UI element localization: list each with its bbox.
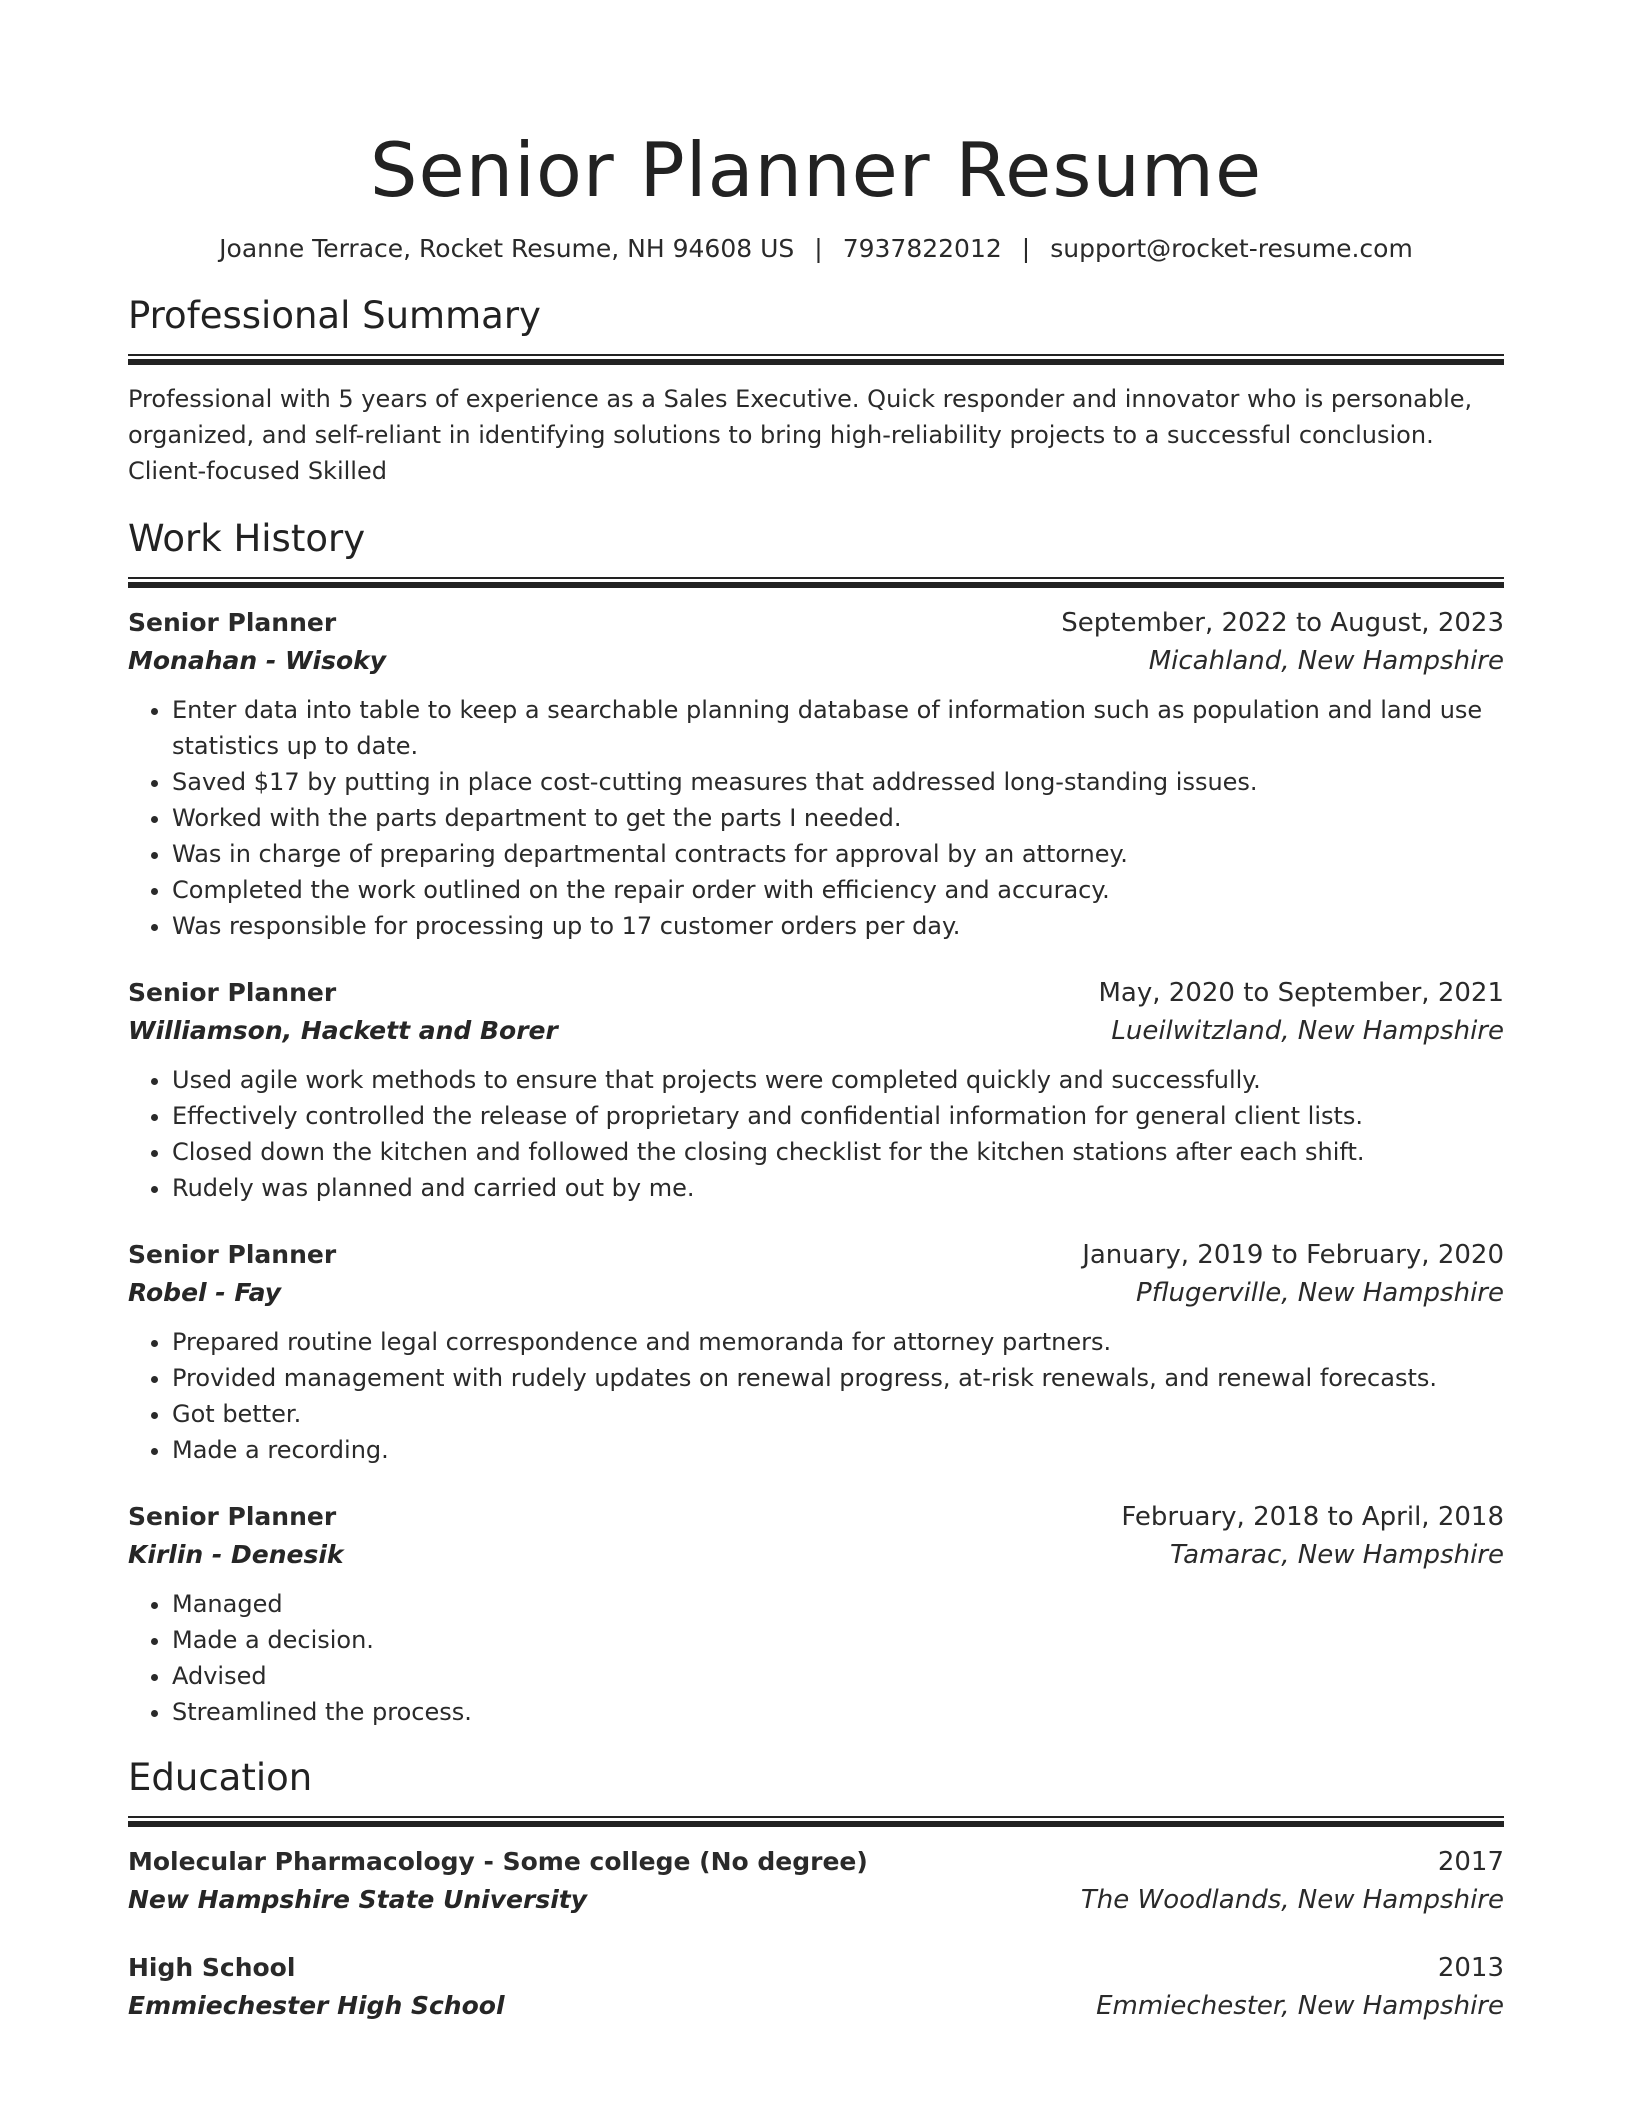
job-bullets	[128, 1062, 1504, 1206]
job-location: Tamarac, New Hampshire	[1169, 1540, 1504, 1570]
job-bullet: • Provided management with rudely updates on renewal progress, at-risk renewals, and renewal forecasts.	[172, 1360, 1504, 1396]
summary-text: Professional with 5 years of experience as a Sales Executive. Quick responder and innovator who is personable, organized, and self-reliant in identifying solutions to bring high-reliability projects to a successful conclusion. Client-focused Skilled	[128, 385, 1473, 485]
job-bullet: • Streamlined the process.	[172, 1694, 1504, 1730]
education-entry	[128, 1949, 1504, 2025]
job-title: Senior Planner	[128, 1502, 337, 1531]
job-company: Williamson, Hackett and Borer	[128, 1016, 558, 1045]
education-degree: High School	[128, 1953, 296, 1982]
education-section	[128, 1754, 1504, 2025]
job-dates: September, 2022 to August, 2023	[1061, 608, 1504, 638]
job-bullet: • Rudely was planned and carried out by me.	[172, 1170, 1504, 1206]
education-degree: Molecular Pharmacology - Some college (No degree)	[128, 1847, 868, 1876]
job-header-row	[128, 974, 1504, 1012]
job-bullets	[128, 692, 1504, 944]
job-bullet: • Advised	[172, 1658, 1504, 1694]
education-school: New Hampshire State University	[128, 1885, 588, 1914]
address: Joanne Terrace, Rocket Resume, NH 94608 US	[219, 234, 795, 263]
job-company: Monahan - Wisoky	[128, 646, 387, 675]
job-company: Kirlin - Denesik	[128, 1540, 344, 1569]
contact-line	[128, 232, 1504, 266]
job-bullet: • Got better.	[172, 1396, 1504, 1432]
job-bullet: • Worked with the parts department to get the parts I needed.	[172, 800, 1504, 836]
job-bullet: • Made a decision.	[172, 1622, 1504, 1658]
job-company: Robel - Fay	[128, 1278, 281, 1307]
contact-separator: |	[814, 234, 823, 263]
job-dates: May, 2020 to September, 2021	[1098, 978, 1504, 1008]
job-company-row	[128, 1536, 1504, 1574]
section-title-education: Education	[128, 1756, 313, 1799]
contact-separator: |	[1021, 234, 1031, 263]
section-title-summary: Professional Summary	[128, 294, 541, 337]
education-header-row	[128, 1843, 1504, 1881]
education-header-row	[128, 1949, 1504, 1987]
job-bullet: • Managed	[172, 1586, 1504, 1622]
job-title: Senior Planner	[128, 978, 337, 1007]
job-location: Lueilwitzland, New Hampshire	[1111, 1016, 1504, 1046]
section-divider	[128, 1816, 1504, 1827]
job-header-row	[128, 604, 1504, 642]
job-bullet: • Was responsible for processing up to 17 customer orders per day.	[172, 908, 1504, 944]
job-entry	[128, 974, 1504, 1206]
phone: 7937822012	[842, 234, 1002, 263]
job-entry	[128, 1236, 1504, 1468]
education-location: The Woodlands, New Hampshire	[1080, 1885, 1504, 1915]
job-location: Micahland, New Hampshire	[1148, 646, 1504, 676]
job-bullets	[128, 1586, 1504, 1730]
job-bullet: • Prepared routine legal correspondence and memoranda for attorney partners.	[172, 1324, 1504, 1360]
job-company-row	[128, 642, 1504, 680]
summary-section	[128, 292, 1504, 489]
education-location: Emmiechester, New Hampshire	[1096, 1991, 1504, 2021]
education-entry	[128, 1843, 1504, 1919]
job-bullet: • Completed the work outlined on the repair order with efficiency and accuracy.	[172, 872, 1504, 908]
job-dates: January, 2019 to February, 2020	[1082, 1240, 1504, 1270]
job-header-row	[128, 1498, 1504, 1536]
job-entry	[128, 1498, 1504, 1730]
job-bullet: • Used agile work methods to ensure that projects were completed quickly and successfully.	[172, 1062, 1504, 1098]
job-bullet: • Effectively controlled the release of proprietary and confidential information for general client lists.	[172, 1098, 1504, 1134]
job-header-row	[128, 1236, 1504, 1274]
section-divider	[128, 577, 1504, 588]
education-year: 2017	[1437, 1847, 1504, 1877]
job-title: Senior Planner	[128, 608, 337, 637]
job-bullets	[128, 1324, 1504, 1468]
education-school-row	[128, 1987, 1504, 2025]
education-school-row	[128, 1881, 1504, 1919]
section-divider	[128, 354, 1504, 365]
job-bullet: • Made a recording.	[172, 1432, 1504, 1468]
job-dates: February, 2018 to April, 2018	[1121, 1502, 1504, 1532]
job-bullet: • Enter data into table to keep a searchable planning database of information such as population and land use statistics up to date.	[172, 692, 1504, 764]
job-title: Senior Planner	[128, 1240, 337, 1269]
job-bullet: • Closed down the kitchen and followed the closing checklist for the kitchen stations after each shift.	[172, 1134, 1504, 1170]
job-company-row	[128, 1012, 1504, 1050]
job-company-row	[128, 1274, 1504, 1312]
work-section	[128, 515, 1504, 1730]
resume-title: Senior Planner Resume	[369, 126, 1263, 214]
education-year: 2013	[1437, 1953, 1504, 1983]
job-location: Pflugerville, New Hampshire	[1136, 1278, 1504, 1308]
job-bullet: • Saved $17 by putting in place cost-cutting measures that addressed long-standing issues.	[172, 764, 1504, 800]
job-entry	[128, 604, 1504, 944]
education-school: Emmiechester High School	[128, 1991, 505, 2020]
section-title-work: Work History	[128, 517, 366, 560]
job-bullet: • Was in charge of preparing departmental contracts for approval by an attorney.	[172, 836, 1504, 872]
email: support@rocket-resume.com	[1050, 234, 1413, 263]
